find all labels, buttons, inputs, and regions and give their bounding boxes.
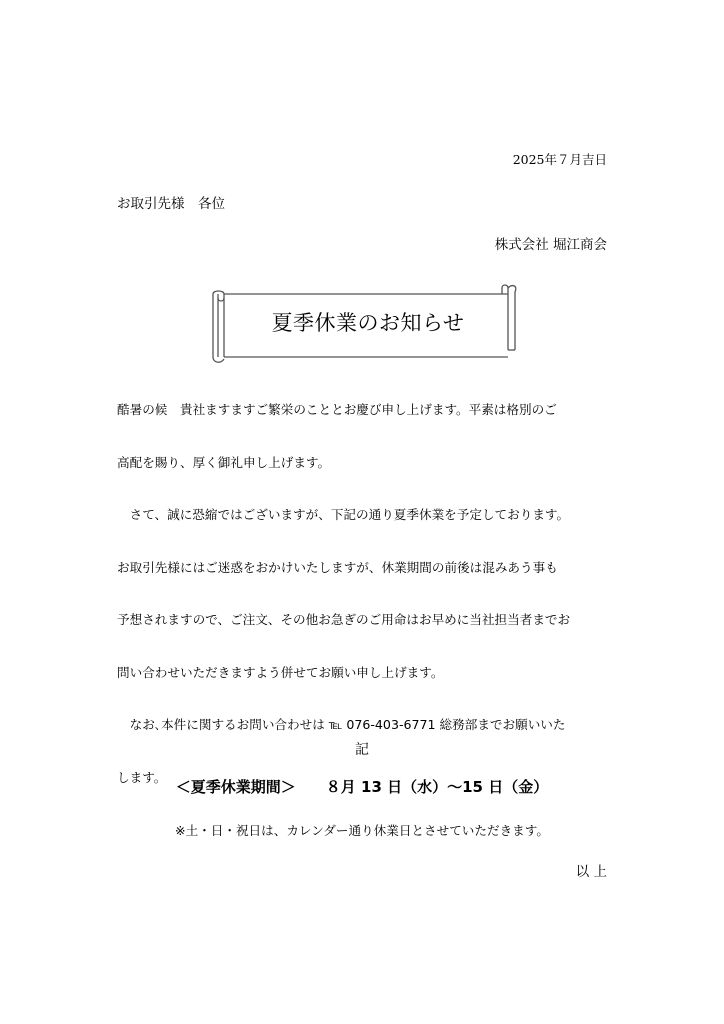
body-line: 酷暑の候 貴社ますますご繁栄のこととお慶び申し上げます。平素は格別のご xyxy=(117,402,557,417)
body-line: します。 xyxy=(117,769,167,785)
holiday-note: ※土・日・祝日は、カレンダー通り休業日とさせていただきます。 xyxy=(175,823,549,838)
holiday-period xyxy=(0,776,724,797)
body-line: 問い合わせいただきますよう併せてお願い申し上げます。 xyxy=(117,664,444,680)
title-scroll-banner xyxy=(208,280,518,366)
closing-mark: 以 上 xyxy=(575,864,607,880)
body-line: 高配を賜り、厚く御礼申し上げます。 xyxy=(117,454,331,470)
body-line: さて、誠に恐縮ではございますが、下記の通り夏季休業を予定しております。 xyxy=(117,507,570,522)
sender-company: 株式会社 堀江商会 xyxy=(494,237,607,253)
period-dates: ８月 13 日（水）～15 日（金） xyxy=(325,778,549,796)
period-label: ＜夏季休業期間＞ xyxy=(175,778,296,796)
body-line: なお､本件に関するお問い合わせは ℡ 076-403-6771 総務部までお願いいた xyxy=(117,717,566,732)
notice-title: 夏季休業のお知らせ xyxy=(271,311,465,335)
ki-heading: 記 xyxy=(355,742,369,758)
addressee: お取引先様 各位 xyxy=(117,196,225,212)
issue-date: 2025年７月吉日 xyxy=(512,152,607,167)
body-line: 予想されますので、ご注文、その他お急ぎのご用命はお早めに当社担当者までお xyxy=(117,612,571,627)
body-line: お取引先様にはご迷惑をおかけいたしますが、休業期間の前後は混みあう事も xyxy=(117,559,558,575)
